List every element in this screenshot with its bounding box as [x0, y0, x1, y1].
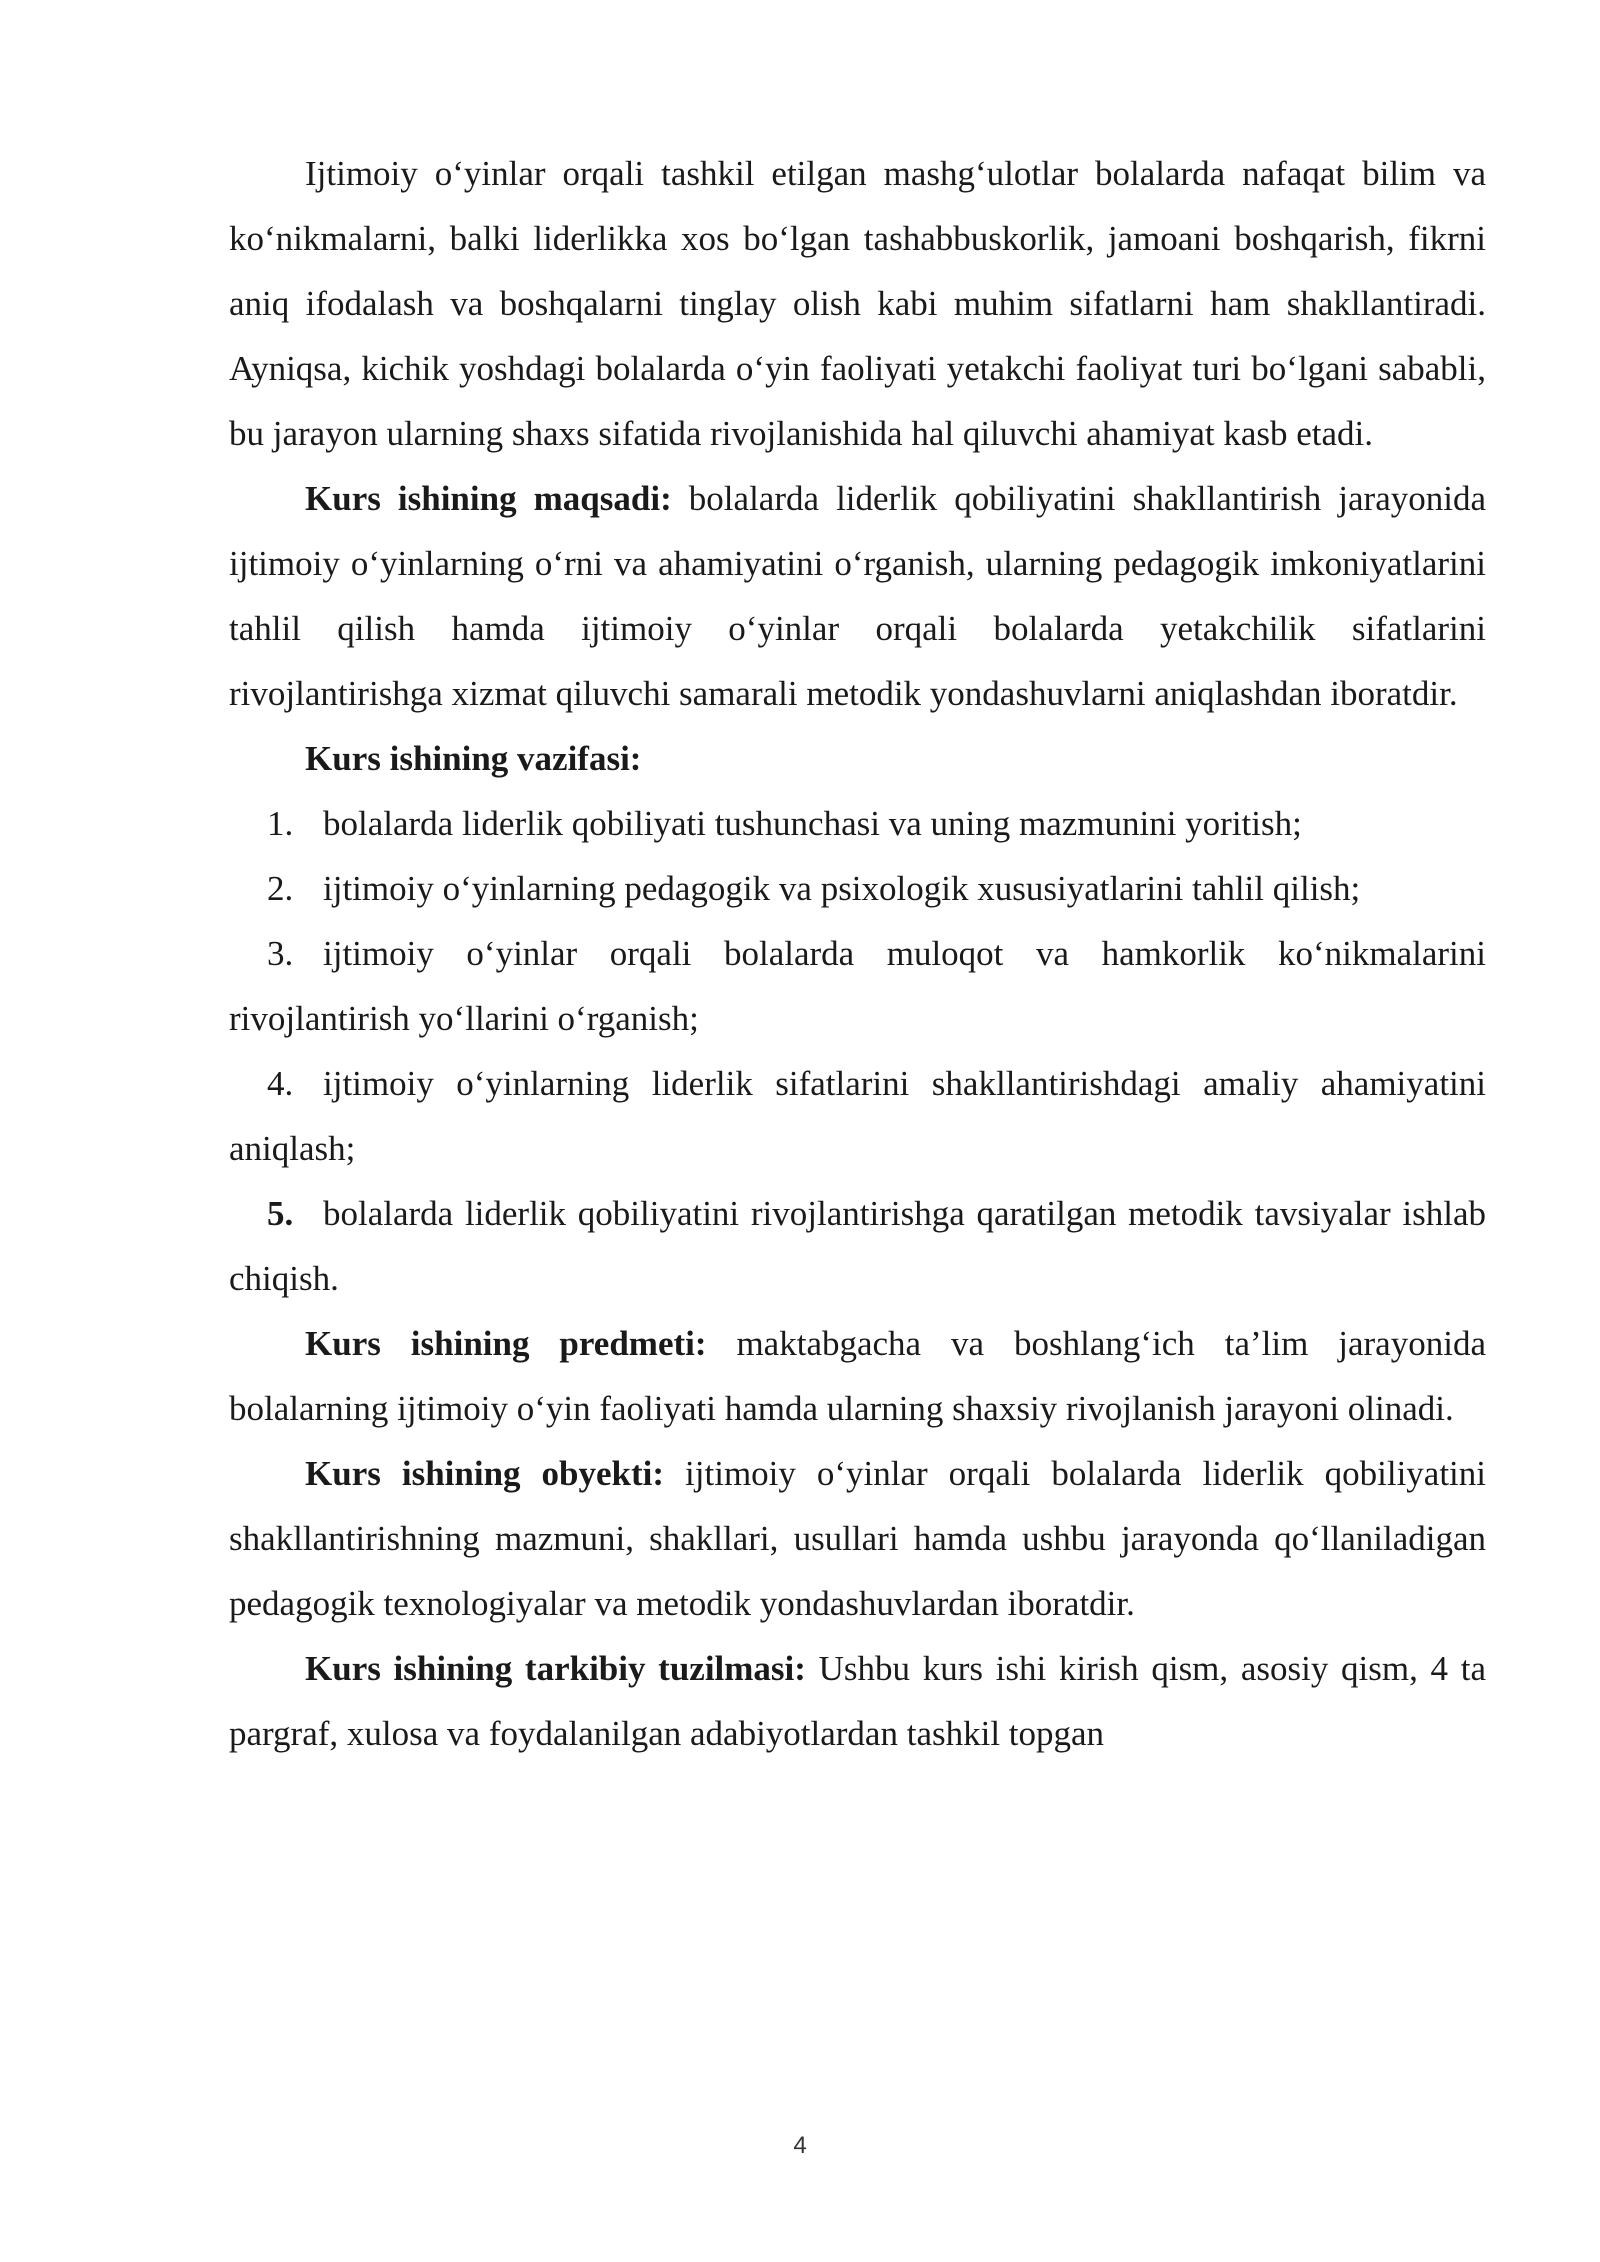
list-item	[229, 856, 1486, 921]
document-body	[229, 141, 1486, 1766]
goal-paragraph	[229, 466, 1486, 726]
goal-text: bolalarda liderlik qobiliyatini shakllantirish jarayonida ijtimoiy o‘yinlarning o‘rni va ahamiyatini o‘rganish, ularning pedagogik imkoniyatlarini tahlil qilish hamda ijtimoiy o‘yinlar orqali bolalarda yetakchilik sifatlarini rivojlantirishga xizmat qiluvchi samarali metodik yondashuvlarni aniqlashdan iboratdir.	[229, 479, 1487, 713]
list-text: ijtimoiy o‘yinlarning liderlik sifatlarini shakllantirishdagi amaliy ahamiyatini aniqlash;	[229, 1064, 1486, 1168]
list-number: 1.	[267, 804, 294, 843]
list-text: bolalarda liderlik qobiliyati tushunchasi va uning mazmunini yoritish;	[323, 804, 1302, 843]
list-item	[229, 791, 1486, 856]
subject-paragraph	[229, 1311, 1486, 1441]
list-number: 4.	[267, 1064, 294, 1103]
intro-paragraph: Ijtimoiy o‘yinlar orqali tashkil etilgan mashg‘ulotlar bolalarda nafaqat bilim va ko‘nikmalarni, balki liderlikka xos bo‘lgan tashabbuskorlik, jamoani boshqarish, fikrni aniq ifodalash va boshqalarni tinglay olish kabi muhim sifatlarni ham shakllantiradi. Ayniqsa, kichik yoshdagi bolalarda o‘yin faoliyati yetakchi faoliyat turi bo‘lgani sababli, bu jarayon ularning shaxs sifatida rivojlanishida hal qiluvchi ahamiyat kasb etadi.	[229, 154, 1486, 453]
list-number: 5.	[267, 1194, 294, 1233]
object-label: Kurs ishining obyekti:	[305, 1454, 665, 1493]
structure-paragraph	[229, 1636, 1486, 1766]
structure-label: Kurs ishining tarkibiy tuzilmasi:	[305, 1649, 806, 1688]
list-number: 2.	[267, 869, 294, 908]
tasks-label: Kurs ishining vazifasi:	[305, 739, 642, 778]
subject-text: maktabgacha va boshlang‘ich ta’lim jarayonida bolalarning ijtimoiy o‘yin faoliyati hamda ularning shaxsiy rivojlanish jarayoni olinadi.	[229, 1324, 1486, 1428]
list-text: bolalarda liderlik qobiliyatini rivojlantirishga qaratilgan metodik tavsiyalar ishlab chiqish.	[229, 1194, 1486, 1298]
list-item	[229, 1051, 1486, 1181]
list-item	[229, 921, 1486, 1051]
list-text: ijtimoiy o‘yinlarning pedagogik va psixologik xususiyatlarini tahlil qilish;	[323, 869, 1361, 908]
page-number: 4	[793, 2132, 807, 2159]
subject-label: Kurs ishining predmeti:	[305, 1324, 707, 1363]
list-text: ijtimoiy o‘yinlar orqali bolalarda muloqot va hamkorlik ko‘nikmalarini rivojlantirish yo‘llarini o‘rganish;	[229, 934, 1486, 1038]
tasks-heading	[229, 726, 1486, 791]
object-paragraph	[229, 1441, 1486, 1636]
list-item	[229, 1181, 1486, 1311]
goal-label: Kurs ishining maqsadi:	[305, 479, 672, 518]
list-number: 3.	[267, 934, 294, 973]
object-text: ijtimoiy o‘yinlar orqali bolalarda liderlik qobiliyatini shakllantirishning mazmuni, shakllari, usullari hamda ushbu jarayonda qo‘llaniladigan pedagogik texnologiyalar va metodik yondashuvlardan iboratdir.	[229, 1454, 1486, 1623]
structure-text: Ushbu kurs ishi kirish qism, asosiy qism, 4 ta pargraf, xulosa va foydalanilgan adabiyotlardan tashkil topgan	[229, 1649, 1486, 1753]
